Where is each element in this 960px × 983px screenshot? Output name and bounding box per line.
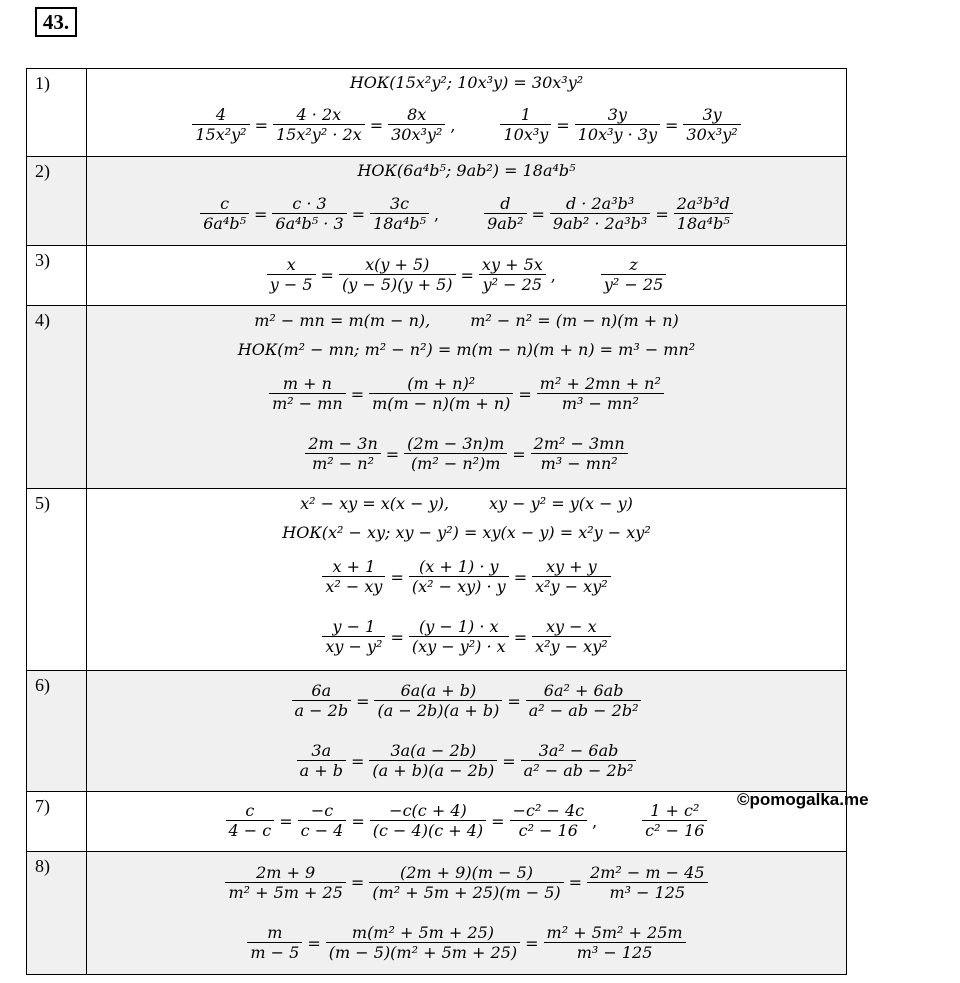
operator: = <box>502 751 516 771</box>
denominator: (y − 5)(y + 5) <box>339 274 456 295</box>
fraction <box>298 801 347 841</box>
operator: = <box>518 384 532 404</box>
math-cell <box>87 246 847 306</box>
operator: = <box>254 204 268 224</box>
fraction <box>500 105 551 145</box>
denominator: 9ab² <box>484 213 526 234</box>
expression: НОК(m² − mn; m² − n²) = m(m − n)(m + n) = m³ − mn² <box>237 339 696 359</box>
math-line <box>87 424 846 484</box>
denominator: 30x³y² <box>388 124 445 145</box>
expression: xy − y² = y(x − y) <box>489 493 633 513</box>
operator: = <box>351 204 366 224</box>
solution-row <box>27 852 847 975</box>
numerator: 3c <box>389 194 410 213</box>
numerator: 2m² − m − 45 <box>590 862 705 882</box>
numerator: m(m² + 5m + 25) <box>351 923 494 942</box>
operator: = <box>350 751 365 771</box>
numerator: m² + 2mn + n² <box>539 374 661 393</box>
denominator: m² − mn <box>269 393 346 414</box>
numerator: x + 1 <box>332 557 376 576</box>
operator: = <box>665 115 679 135</box>
numerator: 6a² + 6ab <box>543 681 624 700</box>
math-line <box>87 334 846 364</box>
operator: = <box>350 384 365 404</box>
fraction <box>272 194 346 234</box>
row-label: 2) <box>27 157 87 246</box>
operator: = <box>385 444 400 464</box>
denominator: (a − 2b)(a + b) <box>374 700 502 721</box>
operator: = <box>512 444 526 464</box>
numerator: 2m² − 3mn <box>533 434 625 453</box>
math-line <box>87 95 846 155</box>
fraction <box>531 434 628 474</box>
operator: = <box>491 811 505 831</box>
operator: , <box>550 265 556 285</box>
operator: = <box>655 204 669 224</box>
denominator: c² − 16 <box>510 820 588 841</box>
numerator: c · 3 <box>292 194 327 213</box>
operator: = <box>460 265 474 285</box>
math-cell <box>87 489 847 671</box>
numerator: z <box>629 255 638 274</box>
numerator: −c(c + 4) <box>389 801 467 820</box>
numerator: d <box>500 194 511 213</box>
operator: , <box>450 115 456 135</box>
problem-number: 43. <box>35 7 77 37</box>
denominator: m³ − mn² <box>531 453 628 474</box>
denominator: 10x³y · 3y <box>575 124 660 145</box>
fraction <box>247 923 302 963</box>
fraction <box>369 741 497 781</box>
fraction <box>370 194 429 234</box>
denominator: (m² + 5m + 25)(m − 5) <box>369 882 563 903</box>
operator: = <box>320 265 334 285</box>
numerator: 6a(a + b) <box>400 681 477 700</box>
expression: НОК(6a⁴b⁵; 9ab²) = 18a⁴b⁵ <box>357 161 576 180</box>
fraction <box>510 801 588 841</box>
solution-row <box>27 489 847 671</box>
row-label: 3) <box>27 246 87 306</box>
solution-table <box>26 68 847 975</box>
denominator: x²y − xy² <box>532 576 611 597</box>
fraction <box>544 923 686 963</box>
fraction <box>273 105 365 145</box>
fraction <box>305 434 380 474</box>
row-label: 5) <box>27 489 87 671</box>
denominator: 10x³y <box>500 124 551 145</box>
math-line <box>87 364 846 424</box>
fraction <box>200 194 249 234</box>
operator: , <box>592 811 598 831</box>
operator: = <box>390 567 404 587</box>
math-line <box>87 731 846 791</box>
denominator: 18a⁴b⁵ <box>370 213 429 234</box>
denominator: 15x²y² <box>192 124 249 145</box>
denominator: (xy − y²) · x <box>409 636 509 657</box>
math-line <box>87 517 846 547</box>
solution-row <box>27 671 847 792</box>
expression: m² − n² = (m − n)(m + n) <box>470 310 679 330</box>
fraction <box>532 617 611 657</box>
numerator: 6a <box>311 681 332 700</box>
math-cell <box>87 792 847 852</box>
fraction <box>521 741 637 781</box>
math-cell <box>87 852 847 975</box>
math-line <box>87 246 846 304</box>
numerator: 3y <box>702 105 722 124</box>
math-line <box>87 913 846 973</box>
fraction <box>479 255 546 295</box>
operator: = <box>350 873 365 892</box>
fraction <box>388 105 445 145</box>
operator: = <box>390 627 404 647</box>
math-line <box>87 792 846 850</box>
numerator: 3a² − 6ab <box>538 741 619 760</box>
fraction <box>404 434 507 474</box>
numerator: d · 2a³b³ <box>565 194 635 213</box>
row-label: 6) <box>27 671 87 792</box>
fraction <box>297 741 346 781</box>
denominator: 6a⁴b⁵ <box>200 213 249 234</box>
denominator: 9ab² · 2a³b³ <box>550 213 650 234</box>
denominator: (x² − xy) · y <box>409 576 509 597</box>
numerator: 2a³b³d <box>676 194 730 213</box>
numerator: xy − x <box>546 617 597 636</box>
fraction <box>225 863 345 903</box>
denominator: a + b <box>297 760 346 781</box>
fraction <box>537 374 664 414</box>
solution-row <box>27 69 847 157</box>
numerator: m + n <box>282 374 332 393</box>
numerator: (x + 1) · y <box>418 557 499 576</box>
fraction <box>601 255 666 295</box>
row-label: 7) <box>27 792 87 852</box>
operator: = <box>279 811 293 831</box>
operator: , <box>434 204 440 224</box>
math-line <box>87 607 846 667</box>
math-line <box>87 184 846 244</box>
math-line <box>87 157 846 184</box>
denominator: 4 − c <box>226 820 275 841</box>
numerator: 4 · 2x <box>296 105 342 124</box>
numerator: 4 <box>215 105 227 124</box>
operator: = <box>513 567 528 587</box>
fraction <box>550 194 650 234</box>
operator: = <box>513 627 528 647</box>
fraction <box>409 617 509 657</box>
numerator: x <box>286 255 296 274</box>
math-line <box>87 852 846 913</box>
expression: m² − mn = m(m − n), <box>254 310 431 330</box>
denominator: 6a⁴b⁵ · 3 <box>272 213 346 234</box>
denominator: (c − 4)(c + 4) <box>370 820 486 841</box>
operator: = <box>525 933 539 953</box>
fraction <box>374 681 502 721</box>
fraction <box>683 105 740 145</box>
denominator: x²y − xy² <box>532 636 611 657</box>
fraction <box>409 557 509 597</box>
fraction <box>369 374 513 414</box>
denominator: (a + b)(a − 2b) <box>369 760 497 781</box>
fraction <box>292 681 352 721</box>
fraction <box>370 801 486 841</box>
denominator: m − 5 <box>247 942 302 963</box>
fraction <box>326 923 520 963</box>
fraction <box>575 105 660 145</box>
fraction <box>322 617 385 657</box>
expression: НОК(15x²y²; 10x³y) = 30x³y² <box>349 72 584 92</box>
denominator: xy − y² <box>322 636 385 657</box>
denominator: 18a⁴b⁵ <box>674 213 733 234</box>
operator: = <box>369 115 384 135</box>
numerator: y − 1 <box>332 617 376 636</box>
numerator: (m + n)² <box>407 374 476 393</box>
numerator: 3a <box>311 741 332 760</box>
denominator: m³ − 125 <box>587 882 707 903</box>
denominator: y² − 25 <box>601 274 666 295</box>
operator: = <box>351 811 365 831</box>
fraction <box>192 105 249 145</box>
numerator: 3y <box>607 105 627 124</box>
denominator: c − 4 <box>298 820 347 841</box>
fraction <box>339 255 456 295</box>
numerator: 2m + 9 <box>256 862 316 882</box>
numerator: −c <box>310 801 334 820</box>
fraction <box>269 374 346 414</box>
numerator: (2m + 9)(m − 5) <box>399 862 533 882</box>
denominator: (m − 5)(m² + 5m + 25) <box>326 942 520 963</box>
watermark: ©pomogalka.me <box>737 790 869 809</box>
numerator: xy + 5x <box>481 255 543 274</box>
numerator: c <box>220 194 230 213</box>
numerator: 8x <box>407 105 427 124</box>
solution-row <box>27 306 847 489</box>
denominator: x² − xy <box>322 576 385 597</box>
denominator: m² − n² <box>305 453 380 474</box>
math-cell <box>87 157 847 246</box>
math-cell <box>87 69 847 157</box>
math-line <box>87 671 846 731</box>
math-line <box>87 306 846 334</box>
operator: = <box>568 873 583 892</box>
operator: = <box>356 691 370 711</box>
numerator: 2m − 3n <box>308 434 378 453</box>
fraction <box>226 801 275 841</box>
row-label: 1) <box>27 69 87 157</box>
operator: = <box>307 933 321 953</box>
operator: = <box>556 115 570 135</box>
fraction <box>526 681 642 721</box>
fraction <box>369 863 563 903</box>
row-label: 8) <box>27 852 87 975</box>
denominator: a² − ab − 2b² <box>526 700 642 721</box>
denominator: 30x³y² <box>683 124 740 145</box>
math-line <box>87 489 846 517</box>
fraction <box>322 557 385 597</box>
denominator: a² − ab − 2b² <box>521 760 637 781</box>
denominator: y − 5 <box>267 274 316 295</box>
numerator: c <box>245 801 255 820</box>
numerator: m <box>267 923 283 942</box>
operator: = <box>254 115 268 135</box>
operator: = <box>507 691 521 711</box>
numerator: xy + y <box>546 557 597 576</box>
denominator: a − 2b <box>292 700 352 721</box>
numerator: 1 <box>520 105 531 124</box>
denominator: m² + 5m + 25 <box>225 882 345 903</box>
denominator: y² − 25 <box>479 274 546 295</box>
expression: НОК(x² − xy; xy − y²) = xy(x − y) = x²y − xy² <box>282 522 651 542</box>
denominator: 15x²y² · 2x <box>273 124 365 145</box>
denominator: (m² − n²)m <box>404 453 507 474</box>
math-cell <box>87 306 847 489</box>
solution-row <box>27 157 847 246</box>
row-label: 4) <box>27 306 87 489</box>
denominator: m³ − mn² <box>537 393 664 414</box>
numerator: −c² − 4c <box>512 801 585 820</box>
math-line <box>87 69 846 95</box>
numerator: 1 + c² <box>650 801 700 820</box>
numerator: 3a(a − 2b) <box>390 741 477 760</box>
expression: x² − xy = x(x − y), <box>300 493 450 513</box>
math-line <box>87 547 846 607</box>
solution-row <box>27 792 847 852</box>
fraction <box>484 194 526 234</box>
numerator: (2m − 3n)m <box>407 434 505 453</box>
fraction <box>532 557 611 597</box>
operator: = <box>531 204 545 224</box>
fraction <box>587 863 707 903</box>
denominator: c² − 16 <box>642 820 707 841</box>
denominator: m³ − 125 <box>544 942 686 963</box>
denominator: m(m − n)(m + n) <box>369 393 513 414</box>
solution-row <box>27 246 847 306</box>
fraction <box>267 255 316 295</box>
fraction <box>642 801 707 841</box>
fraction <box>674 194 733 234</box>
numerator: x(y + 5) <box>365 255 430 274</box>
math-cell <box>87 671 847 792</box>
numerator: m² + 5m² + 25m <box>546 923 683 942</box>
numerator: (y − 1) · x <box>418 617 499 636</box>
